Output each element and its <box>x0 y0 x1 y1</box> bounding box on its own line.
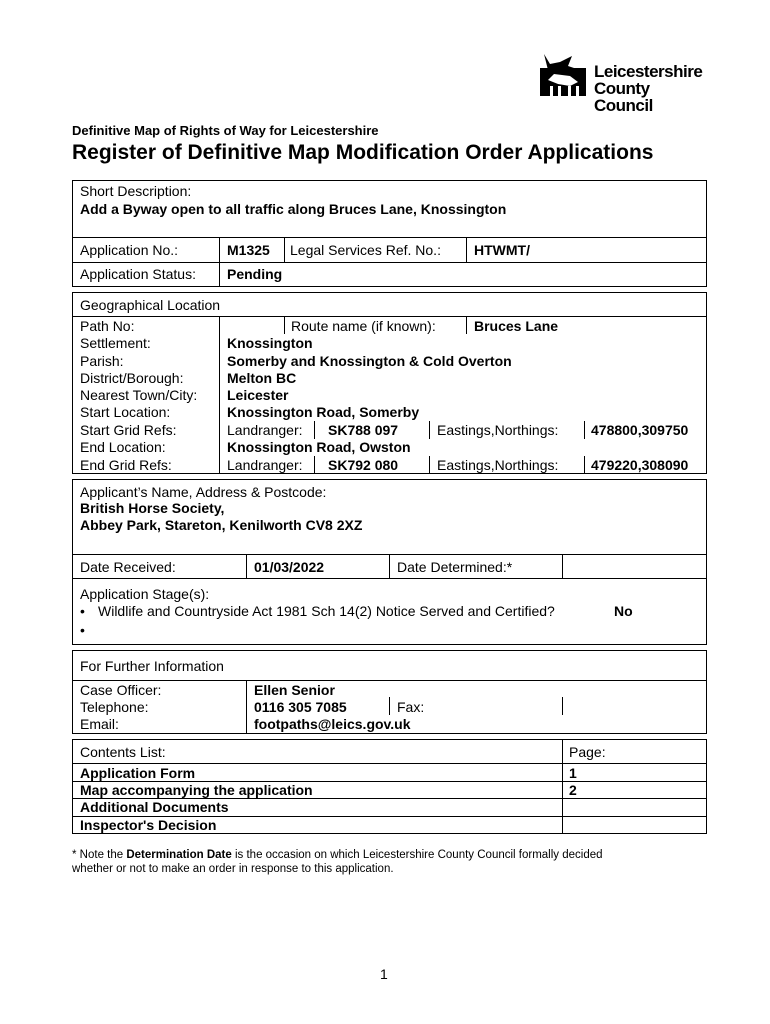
contents-page-heading: Page: <box>569 744 606 760</box>
divider <box>389 697 390 715</box>
contents-row-label: Inspector's Decision <box>80 817 217 833</box>
start-eastings-label: Eastings,Northings: <box>437 422 559 438</box>
stage-item-1: Wildlife and Countryside Act 1981 Sch 14(2) Notice Served and Certified? <box>98 603 555 619</box>
email-label: Email: <box>80 716 119 732</box>
note-prefix: * Note the <box>72 849 127 861</box>
date-received-value: 01/03/2022 <box>254 559 325 575</box>
note-bold: Determination Date <box>126 849 232 861</box>
parish-value: Somerby and Knossington & Cold Overton <box>227 353 512 369</box>
nearest-town-value: Leicester <box>227 387 289 403</box>
case-officer-value: Ellen Senior <box>254 682 335 698</box>
end-landranger-label: Landranger: <box>227 457 303 473</box>
fax-label: Fax: <box>397 699 425 715</box>
stages-label: Application Stage(s): <box>80 586 210 602</box>
contents-row-label: Map accompanying the application <box>80 782 313 798</box>
applicant-line2: Abbey Park, Stareton, Kenilworth CV8 2XZ <box>80 517 363 533</box>
contents-row-label: Additional Documents <box>80 799 229 815</box>
stage-bullet-2: • <box>80 622 85 638</box>
date-determined-label: Date Determined:* <box>397 559 513 575</box>
stage-item-1-answer: No <box>614 603 633 619</box>
divider <box>429 421 430 439</box>
application-status-value: Pending <box>227 266 283 282</box>
district-value: Melton BC <box>227 370 297 386</box>
fox-icon <box>540 52 588 98</box>
settlement-label: Settlement: <box>80 335 151 351</box>
divider <box>314 421 315 439</box>
divider <box>72 262 707 263</box>
start-landranger-value: SK788 097 <box>328 422 399 438</box>
divider <box>584 456 585 474</box>
case-officer-label: Case Officer: <box>80 682 162 698</box>
start-eastings-value: 478800,309750 <box>591 422 689 438</box>
end-eastings-value: 479220,308090 <box>591 457 689 473</box>
application-no-value: M1325 <box>227 242 270 258</box>
parish-label: Parish: <box>80 353 124 369</box>
legal-ref-label: Legal Services Ref. No.: <box>290 242 441 258</box>
start-grid-label: Start Grid Refs: <box>80 422 177 438</box>
logo-line1: Leicestershire <box>594 62 703 81</box>
divider <box>466 237 467 262</box>
divider <box>284 237 285 262</box>
contents-row-label: Application Form <box>80 765 196 781</box>
end-location-value: Knossington Road, Owston <box>227 439 411 455</box>
divider <box>562 554 563 579</box>
divider <box>466 316 467 334</box>
email-value: footpaths@leics.gov.uk <box>254 716 411 732</box>
divider <box>219 316 220 474</box>
contents-heading: Contents List: <box>80 744 166 760</box>
determination-note <box>72 848 603 862</box>
page-number: 1 <box>380 966 388 982</box>
end-landranger-value: SK792 080 <box>328 457 399 473</box>
divider <box>72 763 707 764</box>
nearest-town-label: Nearest Town/City: <box>80 387 198 403</box>
applicant-line1: British Horse Society, <box>80 500 225 516</box>
short-description-value: Add a Byway open to all traffic along Bruces Lane, Knossington <box>80 201 507 217</box>
legal-ref-value: HTWMT/ <box>474 242 530 258</box>
divider <box>219 237 220 287</box>
logo-line2: County Council <box>594 79 653 115</box>
start-location-value: Knossington Road, Somerby <box>227 404 420 420</box>
stage-bullet-1: • <box>80 603 85 619</box>
divider <box>562 739 563 834</box>
further-info-heading: For Further Information <box>80 658 224 674</box>
end-grid-label: End Grid Refs: <box>80 457 172 473</box>
divider <box>314 456 315 474</box>
contents-row-page: 2 <box>569 782 577 798</box>
route-name-value: Bruces Lane <box>474 318 559 334</box>
application-no-label: Application No.: <box>80 242 179 258</box>
end-eastings-label: Eastings,Northings: <box>437 457 559 473</box>
divider <box>284 316 285 334</box>
divider <box>584 421 585 439</box>
telephone-value: 0116 305 7085 <box>254 699 347 715</box>
divider <box>72 680 707 681</box>
contents-row-page: 1 <box>569 765 577 781</box>
route-name-label: Route name (if known): <box>291 318 436 334</box>
divider <box>246 554 247 579</box>
settlement-value: Knossington <box>227 335 313 351</box>
path-no-label: Path No: <box>80 318 135 334</box>
document-subtitle: Definitive Map of Rights of Way for Leicestershire <box>72 123 379 138</box>
determination-note-line2: whether or not to make an order in response to this application. <box>72 863 394 875</box>
end-location-label: End Location: <box>80 439 166 455</box>
divider <box>246 680 247 734</box>
district-label: District/Borough: <box>80 370 184 386</box>
geo-heading: Geographical Location <box>80 297 221 313</box>
applicant-label: Applicant’s Name, Address & Postcode: <box>80 484 327 500</box>
short-description-label: Short Description: <box>80 183 192 199</box>
start-location-label: Start Location: <box>80 404 171 420</box>
date-received-label: Date Received: <box>80 559 176 575</box>
application-status-label: Application Status: <box>80 266 196 282</box>
council-logo <box>540 52 710 115</box>
divider <box>429 456 430 474</box>
start-landranger-label: Landranger: <box>227 422 303 438</box>
note-suffix: is the occasion on which Leicestershire County Council formally decided <box>231 849 603 861</box>
divider <box>72 316 707 317</box>
page-title: Register of Definitive Map Modification Order Applications <box>72 141 654 164</box>
divider <box>562 697 563 715</box>
telephone-label: Telephone: <box>80 699 149 715</box>
divider <box>389 554 390 579</box>
